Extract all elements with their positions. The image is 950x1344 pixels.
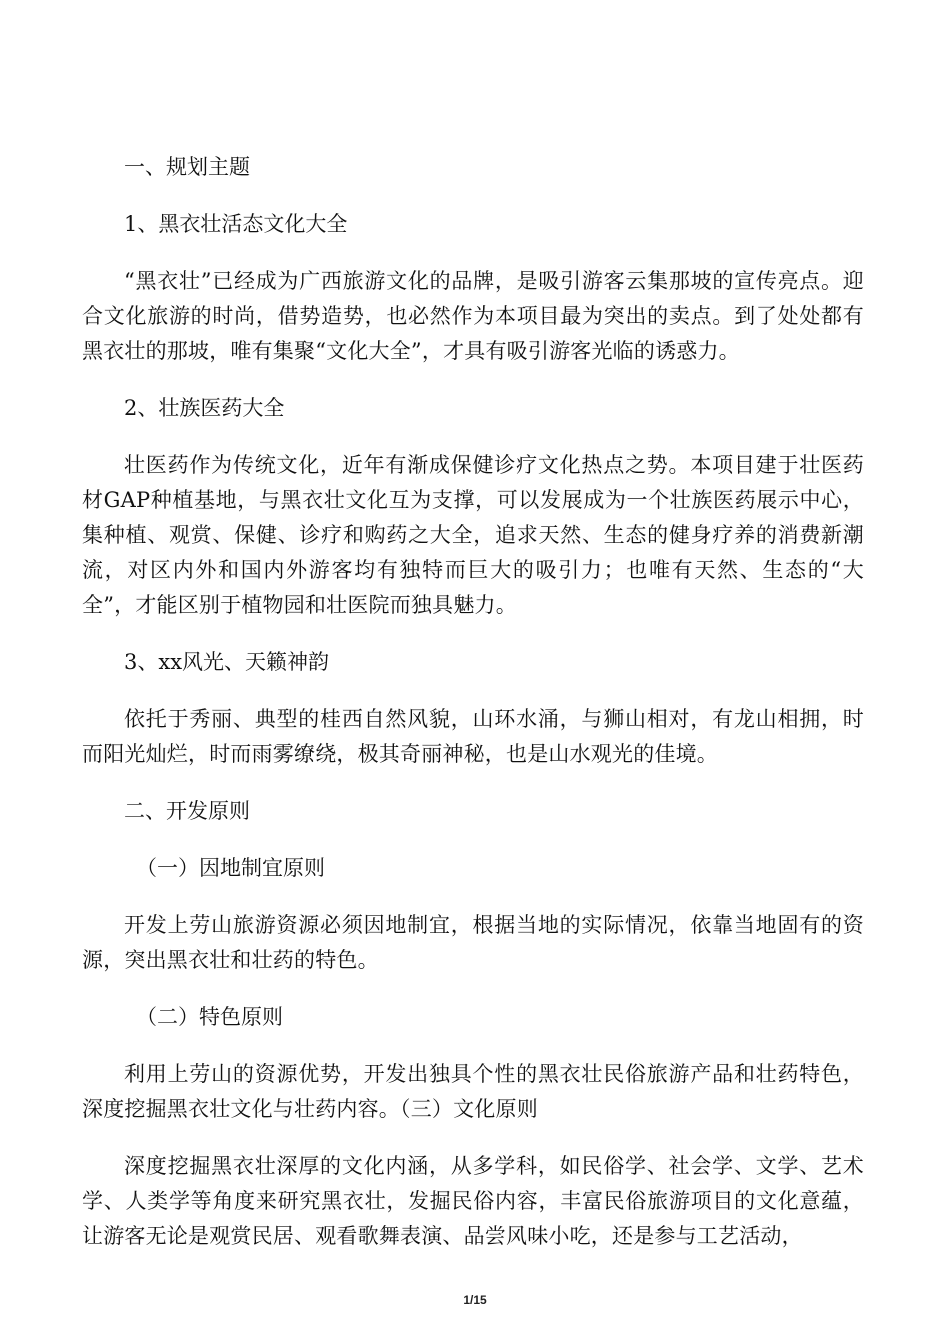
subsection-heading-scenery: 3、xx风光、天籁神韵 xyxy=(124,650,330,674)
section-heading-planning-theme: 一、规划主题 xyxy=(124,155,250,179)
paragraph-zhuang-medicine: 壮医药作为传统文化，近年有渐成保健诊疗文化热点之势。本项目建于壮医药材GAP种植基地，与黑衣壮文化互为支撑，可以发展成为一个壮族医药展示中心，集种植、观赏、保健、诊疗和购药之大全，追求天然、生态的健身疗养的消费新潮流，对区内外和国内外游客均有独特而巨大的吸引力；也唯有天然、生态的“大全”，才能区别于植物园和壮医院而独具魅力。 xyxy=(82,453,864,617)
principle-heading-local-conditions: （一）因地制宜原则 xyxy=(136,856,325,880)
section-heading-development-principles: 二、开发原则 xyxy=(124,799,250,823)
principle-heading-characteristics: （二）特色原则 xyxy=(136,1005,283,1029)
page-number: 1/15 xyxy=(463,1293,487,1307)
paragraph-heiyizhuang-brand: “黑衣壮”已经成为广西旅游文化的品牌，是吸引游客云集那坡的宣传亮点。迎合文化旅游的时尚，借势造势，也必然作为本项目最为突出的卖点。到了处处都有黑衣壮的那坡，唯有集聚“文化大全”，才具有吸引游客光临的诱惑力。 xyxy=(82,269,864,363)
document-body xyxy=(82,150,864,1276)
paragraph-characteristics: 利用上劳山的资源优势，开发出独具个性的黑衣壮民俗旅游产品和壮药特色，深度挖掘黑衣壮文化与壮药内容。（三）文化原则 xyxy=(82,1062,864,1121)
paragraph-culture: 深度挖掘黑衣壮深厚的文化内涵，从多学科，如民俗学、社会学、文学、艺术学、人类学等角度来研究黑衣壮，发掘民俗内容，丰富民俗旅游项目的文化意蕴，让游客无论是观赏民居、观看歌舞表演、品尝风味小吃，还是参与工艺活动， xyxy=(82,1154,864,1248)
paragraph-local-conditions: 开发上劳山旅游资源必须因地制宜，根据当地的实际情况，依靠当地固有的资源，突出黑衣壮和壮药的特色。 xyxy=(82,913,864,972)
subsection-heading-heiyizhuang-culture: 1、黑衣壮活态文化大全 xyxy=(124,212,348,236)
subsection-heading-zhuang-medicine: 2、壮族医药大全 xyxy=(124,396,285,420)
paragraph-scenery: 依托于秀丽、典型的桂西自然风貌，山环水涌，与狮山相对，有龙山相拥，时而阳光灿烂，时而雨雾缭绕，极其奇丽神秘，也是山水观光的佳境。 xyxy=(82,707,864,766)
